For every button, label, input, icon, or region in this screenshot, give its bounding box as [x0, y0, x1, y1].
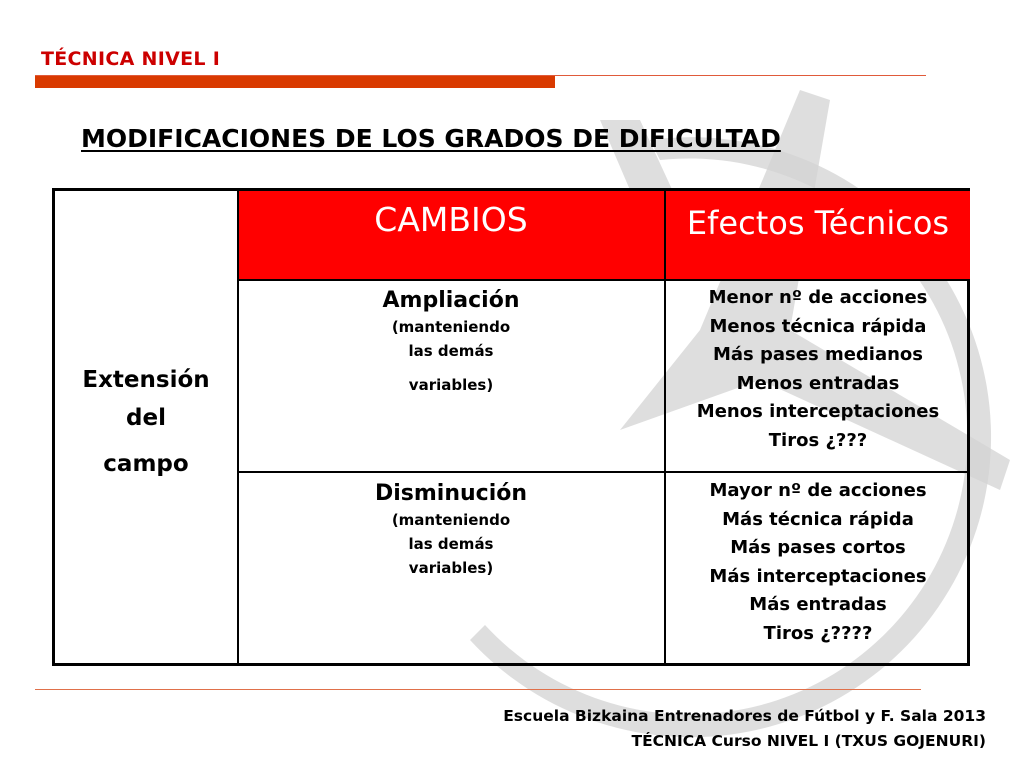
effect-item: Menos entradas — [736, 372, 900, 394]
effects-cell — [666, 284, 970, 456]
table-divider — [237, 279, 970, 281]
difficulty-table — [52, 188, 970, 666]
footer-rule — [35, 689, 921, 690]
effects-cell — [666, 477, 970, 649]
row-label-extension: Extensión del campo — [82, 367, 210, 477]
effect-item: Mayor nº de acciones — [709, 480, 927, 501]
change-title: Ampliación — [382, 288, 520, 313]
effect-item: Más pases medianos — [712, 344, 924, 366]
column-header-cambios: CAMBIOS — [237, 191, 665, 279]
effect-item: Tiros ¿???? — [763, 622, 873, 644]
effect-item: Menos técnica rápida — [709, 315, 927, 337]
table-divider — [237, 471, 970, 473]
effect-item: Más pases cortos — [730, 537, 906, 559]
effect-item: Menor nº de acciones — [708, 287, 928, 308]
page-title: MODIFICACIONES DE LOS GRADOS DE DIFICULTAD — [81, 124, 781, 153]
effect-item: Más técnica rápida — [722, 508, 914, 530]
section-label: TÉCNICA NIVEL I — [41, 48, 221, 70]
footer-school: Escuela Bizkaina Entrenadores de Fútbol y F. Sala 2013 — [503, 707, 986, 725]
change-cell: Ampliación (manteniendo las demás variables) — [237, 287, 665, 397]
effect-item: Menos interceptaciones — [696, 401, 940, 423]
effect-item: Tiros ¿??? — [768, 429, 868, 451]
table-divider — [237, 191, 239, 663]
change-title: Disminución — [374, 481, 528, 506]
effect-item: Más interceptaciones — [709, 565, 927, 587]
column-header-efectos: Efectos Técnicos — [666, 191, 970, 279]
effect-item: Más entradas — [749, 594, 887, 616]
header-accent-bar — [35, 76, 555, 88]
footer-course: TÉCNICA Curso NIVEL I (TXUS GOJENURI) — [631, 732, 986, 750]
change-cell: Disminución (manteniendo las demás variables) — [237, 480, 665, 580]
